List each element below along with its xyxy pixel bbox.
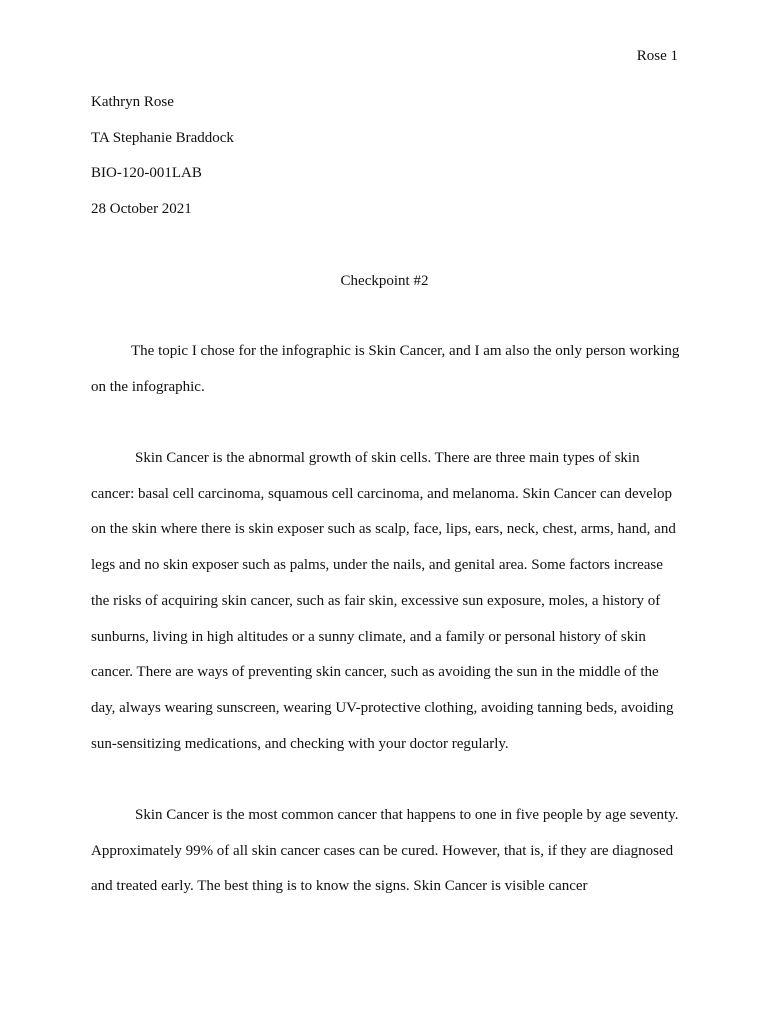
course-code: BIO-120-001LAB [91, 165, 202, 182]
paragraph-skin-cancer-statistics: Skin Cancer is the most common cancer that happens to one in five people by age seventy. Approximately 99% of all skin cancer cases can be cured. However, that is, if they are diagnosed and treated early. The best thing is to know the signs. Skin Cancer is visible cancer [91, 807, 679, 895]
document-title: Checkpoint #2 [340, 273, 429, 289]
student-name: Kathryn Rose [91, 94, 174, 110]
running-header: Rose 1 [636, 48, 678, 64]
paragraph-topic: The topic I chose for the infographic is Skin Cancer, and I am also the only person working on the infographic. [91, 343, 680, 395]
heading-block [91, 92, 681, 235]
paragraph-skin-cancer-overview: Skin Cancer is the abnormal growth of skin cells. There are three main types of skin cancer: basal cell carcinoma, squamous cell carcinoma, and melanoma. Skin Cancer can develop on the skin where there is skin exposer such as scalp, face, lips, ears, neck, chest, arms, hand, and legs and no skin exposer such as palms, under the nails, and genital area. Some factors increase the risks of acquiring skin cancer, such as fair skin, excessive sun exposure, moles, a history of sunburns, living in high altitudes or a sunny climate, and a family or personal history of skin cancer. There are ways of preventing skin cancer, such as avoiding the sun in the middle of the day, always wearing sunscreen, wearing UV-protective clothing, avoiding tanning beds, avoiding sun-sensitizing medications, and checking with your doctor regularly. [91, 450, 676, 752]
instructor-name: TA Stephanie Braddock [91, 129, 234, 146]
document-date: 28 October 2021 [91, 201, 192, 218]
